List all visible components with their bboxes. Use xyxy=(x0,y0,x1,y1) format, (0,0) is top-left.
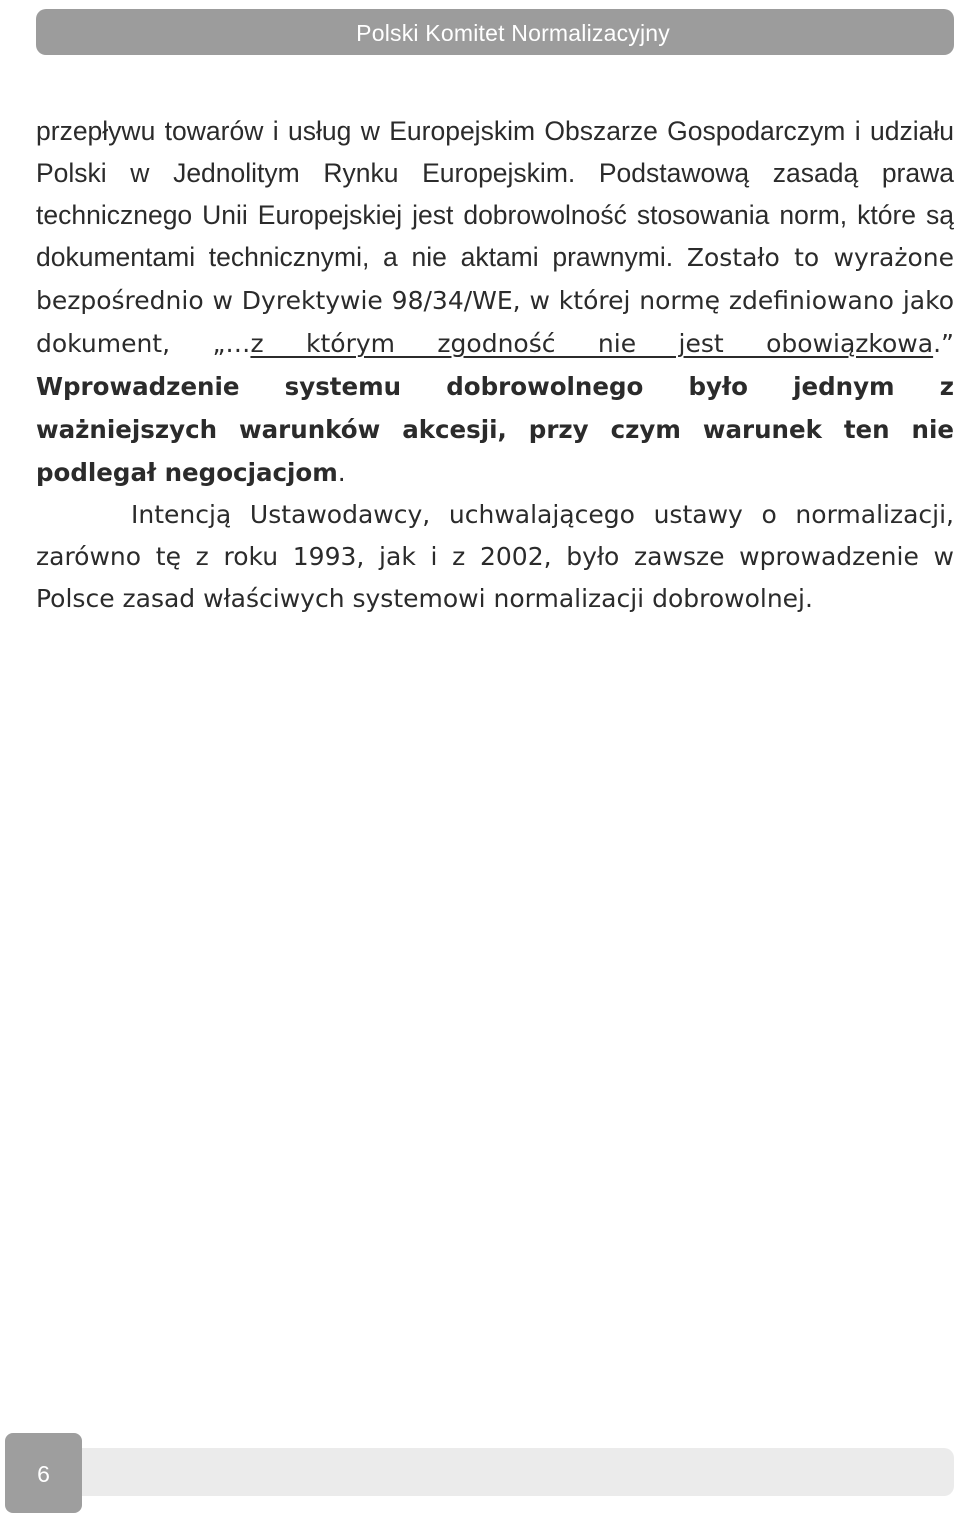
footer-bar xyxy=(82,1448,954,1496)
paragraph-1-segment-1: przepływu towarów i usług w Europejskim Obszarze Gospodarczym i udziału Polski w Jednolitym Rynku Europejskim. Podstawową zasadą prawa technicznego Unii Europejskiej jest dobrowolność stosowania norm, które są dokumentami technicznymi, a nie aktami prawnymi. xyxy=(36,116,954,272)
sentence-period: . xyxy=(337,458,346,487)
bold-statement: Wprowadzenie systemu dobrowolnego było jednym z ważniejszych warunków akcesji, przy czym warunek ten nie podlegał negocjacjom xyxy=(36,372,954,487)
directive-sentence: Zostało to wyrażone bezpośrednio w Dyrektywie 98/34/WE, w której normę zdefiniowano jako dokument, xyxy=(36,243,954,358)
quote-close: .” xyxy=(933,329,954,358)
page-number: 6 xyxy=(37,1461,50,1487)
body-text xyxy=(36,110,954,620)
header-title: Polski Komitet Normalizacyjny xyxy=(356,20,670,46)
paragraph-2: Intencją Ustawodawcy, uchwalającego ustawy o normalizacji, zarówno tę z roku 1993, jak i z 2002, było zawsze wprowadzenie w Polsce zasad właściwych systemowi normalizacji dobrowolnej. xyxy=(36,500,954,613)
quote-underlined: z którym zgodność nie jest obowiązkowa xyxy=(250,329,934,358)
quote-open: „… xyxy=(212,329,251,358)
header-bar xyxy=(36,9,954,55)
paragraph-1 xyxy=(36,110,954,494)
paragraph-1-segment-2 xyxy=(36,243,954,487)
page-number-box xyxy=(5,1433,82,1513)
